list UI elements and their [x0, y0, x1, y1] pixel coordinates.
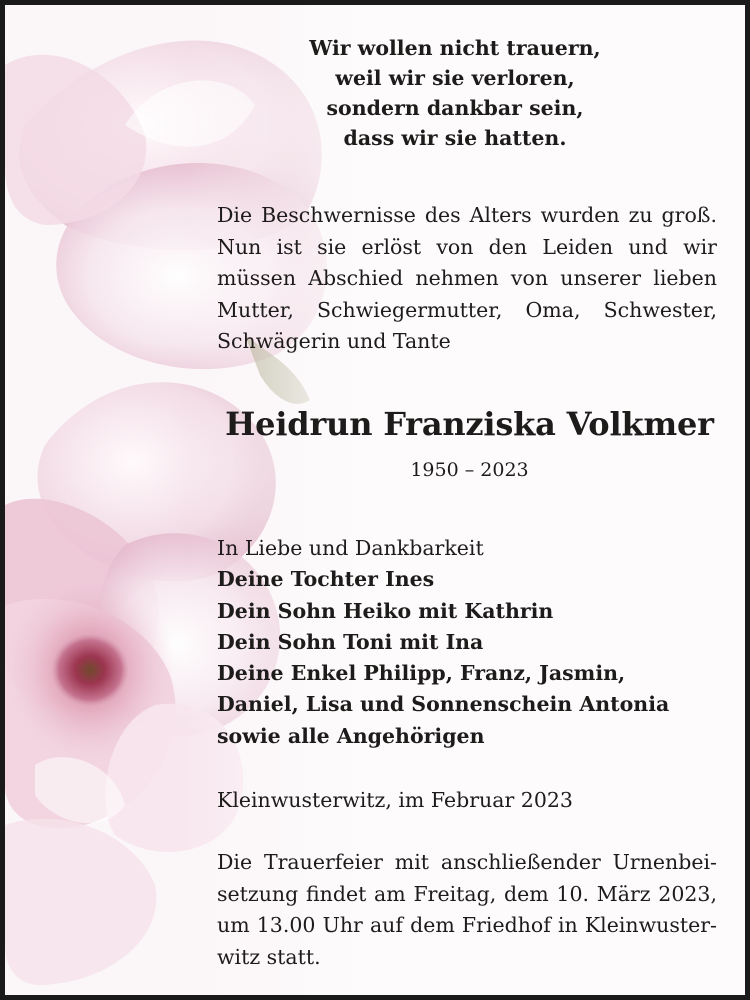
mourner-line: Deine Tochter Ines [217, 567, 435, 592]
mourner-line: Dein Sohn Heiko mit Kathrin [217, 598, 554, 623]
deceased-name: Heidrun Franziska Volkmer [225, 405, 714, 443]
poem-line: Wir wollen nicht trauern, [309, 36, 601, 60]
memorial-poem [285, 33, 625, 153]
mourner-line: Dein Sohn Toni mit Ina [217, 629, 484, 654]
obituary-content [5, 5, 745, 995]
service-line: um 13.00 Uhr auf dem Friedhof in Kleinwuster- [217, 913, 717, 937]
place-and-date: Kleinwusterwitz, im Februar 2023 [217, 788, 573, 812]
life-years: 1950 – 2023 [410, 459, 529, 481]
poem-line: weil wir sie verloren, [335, 66, 575, 90]
service-line: Die Trauerfeier mit anschließender Urnenbei- [217, 850, 717, 874]
mourners-list [217, 533, 737, 752]
mourner-line: Deine Enkel Philipp, Franz, Jasmin, [217, 661, 626, 686]
service-line: witz statt. [217, 944, 321, 969]
mourners-intro: In Liebe und Dankbarkeit [217, 536, 484, 560]
service-line: setzung findet am Freitag, dem 10. März 2023, [217, 881, 717, 906]
poem-line: dass wir sie hatten. [343, 126, 567, 150]
mourner-line: sowie alle Angehörigen [217, 723, 485, 748]
farewell-text: Die Beschwernisse des Alters wurden zu groß. Nun ist sie erlöst von den Leiden und wir müssen Abschied nehmen von unserer lieben Mutter, Schwiegermutter, Oma, Schwester, Schwägerin und Tante [217, 203, 717, 353]
mourner-line: Daniel, Lisa und Sonnenschein Antonia [217, 692, 670, 717]
poem-line: sondern dankbar sein, [326, 96, 584, 120]
funeral-service-info [217, 847, 717, 973]
